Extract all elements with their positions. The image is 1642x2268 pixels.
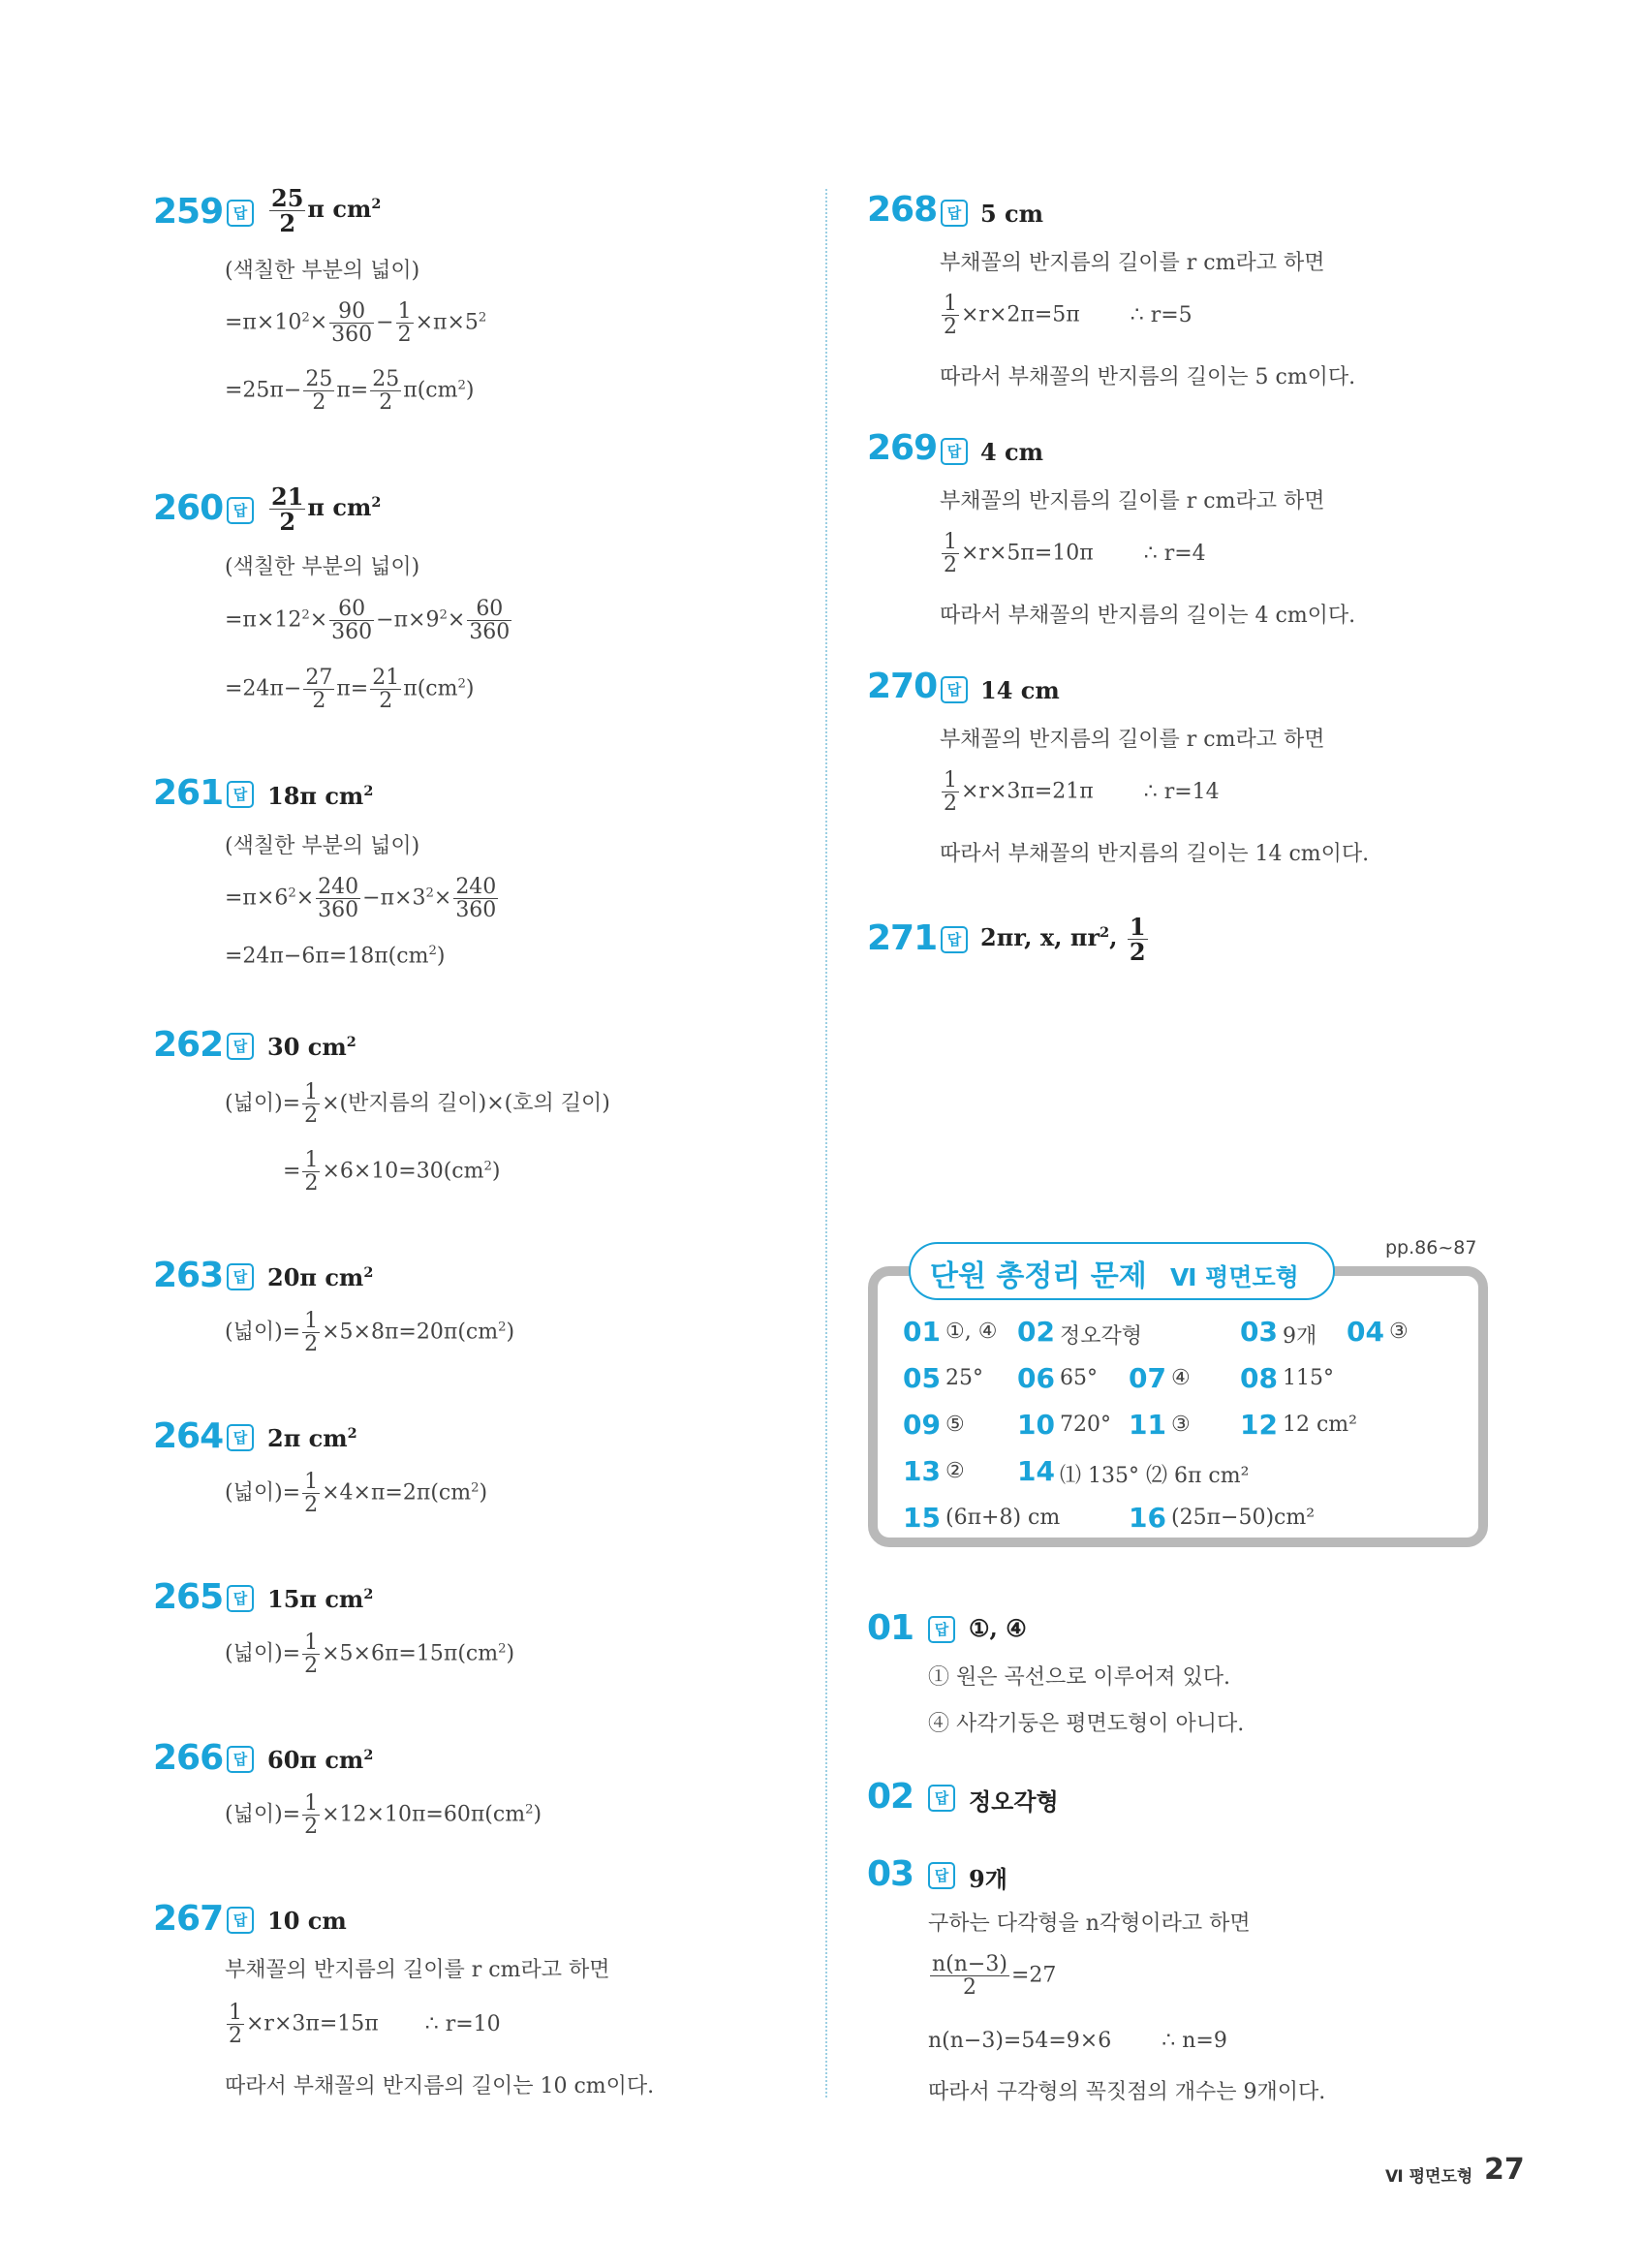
problem-number: 265	[153, 1577, 224, 1617]
page-number: 27	[1484, 2153, 1525, 2187]
answer: 15π $cm^2$	[267, 1585, 374, 1613]
summary-item-number: 14	[1017, 1455, 1055, 1487]
summary-item-number: 05	[903, 1362, 941, 1394]
summary-item-number: 10	[1017, 1409, 1055, 1441]
summary-item-answer: 65°	[1060, 1366, 1098, 1390]
summary-item-answer: (25π−50)cm²	[1171, 1506, 1316, 1530]
summary-item-answer: (6π+8) cm	[945, 1506, 1061, 1530]
summary-subtitle: Ⅵ 평면도형	[1170, 1263, 1299, 1291]
summary-item-answer: ⑤	[945, 1413, 965, 1437]
solution-line: 따라서 부채꼴의 반지름의 길이는 14 cm이다.	[940, 842, 1370, 866]
solution-line: $\frac{1}{2}$ ×r×5π=10π ∴ r=4	[944, 530, 1206, 578]
solution-line: 부채꼴의 반지름의 길이를 r cm라고 하면	[940, 728, 1325, 752]
solution-line: =25π− $\frac{25}{2}$ π= $\frac{25}{2}$ $\pi(cm^2)$	[225, 367, 475, 416]
problem-number: 271	[867, 918, 938, 958]
solution-line: (넓이)= $\frac{1}{2}$ ×(반지름의 길이)×(호의 길이)	[225, 1080, 610, 1129]
summary-item-answer: ②	[945, 1459, 965, 1483]
summary-item-number: 15	[903, 1502, 941, 1534]
footer-section: Ⅵ 평면도형	[1385, 2167, 1473, 2187]
solution-line: ① 원은 곡선으로 이루어져 있다.	[928, 1665, 1230, 1690]
answer-badge: 답	[227, 1424, 254, 1451]
problem-number: 267	[153, 1899, 224, 1939]
solution-line: $\frac{1}{2}$ ×r×3π=21π ∴ r=14	[944, 768, 1220, 817]
summary-item-answer: ③	[1171, 1413, 1191, 1437]
answer-badge: 답	[227, 781, 254, 808]
solution-line: (색칠한 부분의 넓이)	[225, 834, 420, 858]
solution-line: (색칠한 부분의 넓이)	[225, 555, 420, 579]
problem-number: 270	[867, 667, 938, 706]
answer: 30 $cm^2$	[267, 1033, 356, 1061]
solution-line: 따라서 구각형의 꼭짓점의 개수는 9개이다.	[928, 2080, 1326, 2104]
solution-line: 구하는 다각형을 n각형이라고 하면	[928, 1911, 1251, 1936]
solution-line: = $\frac{1}{2}$ $\times 6\times 10=30(cm^2)$	[283, 1148, 501, 1196]
problem-number: 263	[153, 1256, 224, 1295]
summary-item-number: 11	[1129, 1409, 1166, 1441]
summary-item-answer: 정오각형	[1060, 1324, 1143, 1349]
problem-number: 266	[153, 1738, 224, 1778]
summary-item-number: 01	[903, 1316, 941, 1348]
solution-line: 부채꼴의 반지름의 길이를 r cm라고 하면	[940, 489, 1325, 513]
solution-line: (넓이)= $\frac{1}{2}$ $\times 5\times 8\pi=20\pi(cm^2)$	[225, 1309, 515, 1357]
summary-item-number: 03	[1240, 1316, 1278, 1348]
answer-badge: 답	[941, 926, 968, 953]
solution-line: $\frac{1}{2}$ ×r×2π=5π ∴ r=5	[944, 292, 1193, 340]
answer: 2πr, x, $\pi r^2$, $\frac{1}{2}$	[980, 913, 1146, 967]
summary-item-answer: 12 cm²	[1283, 1413, 1357, 1437]
solution-line: 따라서 부채꼴의 반지름의 길이는 4 cm이다.	[940, 604, 1356, 628]
answer-badge: 답	[227, 1746, 254, 1773]
summary-item-number: 12	[1240, 1409, 1278, 1441]
answer-badge: 답	[928, 1616, 955, 1643]
answer: 9개	[969, 1865, 1007, 1893]
summary-title: 단원 총정리 문제	[930, 1259, 1147, 1293]
column-divider	[825, 189, 827, 2097]
summary-item-answer: ⑴ 135° ⑵ 6π cm²	[1060, 1464, 1250, 1488]
answer: 60π $cm^2$	[267, 1746, 374, 1774]
summary-item-answer: ④	[1171, 1366, 1191, 1390]
answer-badge: 답	[227, 200, 254, 227]
summary-item-number: 06	[1017, 1362, 1055, 1394]
answer: 18π $cm^2$	[267, 782, 374, 810]
summary-item-number: 02	[1017, 1316, 1055, 1348]
answer-badge: 답	[941, 676, 968, 703]
answer-badge: 답	[227, 1033, 254, 1060]
answer: 10 cm	[267, 1907, 347, 1935]
answer: 5 cm	[980, 200, 1044, 228]
problem-number: 01	[867, 1608, 914, 1648]
solution-line: n(n−3)=54=9×6 ∴ n=9	[928, 2029, 1227, 2053]
answer: ①, ④	[969, 1614, 1027, 1642]
solution-line: (넓이)= $\frac{1}{2}$ $\times 4\times\pi=2\pi(cm^2)$	[225, 1470, 488, 1518]
problem-number: 261	[153, 773, 224, 813]
summary-item-answer: 720°	[1060, 1413, 1111, 1437]
answer: $\frac{21}{2}$ π $cm^2$	[271, 482, 382, 537]
summary-item-number: 16	[1129, 1502, 1166, 1534]
summary-item-answer: 25°	[945, 1366, 983, 1390]
problem-number: 259	[153, 192, 224, 232]
answer-badge: 답	[227, 497, 254, 524]
solution-line: $\frac{1}{2}$ ×r×3π=15π ∴ r=10	[229, 2001, 501, 2049]
problem-number: 269	[867, 428, 938, 468]
answer-badge: 답	[928, 1862, 955, 1889]
answer-badge: 답	[941, 200, 968, 227]
solution-line: 따라서 부채꼴의 반지름의 길이는 10 cm이다.	[225, 2074, 655, 2098]
answer: 4 cm	[980, 438, 1044, 466]
solution-line: $=\pi\times 6^2\times$ $\frac{240}{360}$ $-\pi\times 3^2\times$ $\frac{240}{360}$	[225, 875, 497, 923]
answer: 20π $cm^2$	[267, 1263, 374, 1291]
solution-line: (색칠한 부분의 넓이)	[225, 259, 420, 283]
answer: 정오각형	[969, 1787, 1059, 1816]
answer-badge: 답	[941, 438, 968, 465]
solution-line: 부채꼴의 반지름의 길이를 r cm라고 하면	[225, 1958, 610, 1982]
solution-line: $=\pi\times 10^2\times$ $\frac{90}{360}$ − $\frac{1}{2}$ $\times\pi\times 5^2$	[225, 299, 487, 348]
summary-item-answer: ③	[1389, 1320, 1409, 1344]
problem-number: 268	[867, 190, 938, 230]
summary-item-answer: ①, ④	[945, 1320, 998, 1344]
page-range: pp.86~87	[1385, 1237, 1477, 1258]
problem-number: 260	[153, 488, 224, 528]
summary-item-answer: 9개	[1283, 1324, 1317, 1349]
solution-line: $\frac{n(n-3)}{2}$ =27	[932, 1952, 1057, 2001]
summary-item-number: 07	[1129, 1362, 1166, 1394]
problem-number: 02	[867, 1777, 914, 1817]
summary-item-number: 08	[1240, 1362, 1278, 1394]
answer-badge: 답	[928, 1785, 955, 1812]
solution-line: 따라서 부채꼴의 반지름의 길이는 5 cm이다.	[940, 365, 1356, 389]
answer-badge: 답	[227, 1907, 254, 1934]
answer-badge: 답	[227, 1585, 254, 1612]
problem-number: 264	[153, 1416, 224, 1456]
summary-item-answer: 115°	[1283, 1366, 1334, 1390]
solution-line: (넓이)= $\frac{1}{2}$ $\times 12\times 10\pi=60\pi(cm^2)$	[225, 1791, 542, 1840]
solution-line: ④ 사각기둥은 평면도형이 아니다.	[928, 1712, 1245, 1736]
answer: $\frac{25}{2}$ π $cm^2$	[271, 184, 382, 238]
answer: 2π $cm^2$	[267, 1424, 357, 1452]
summary-item-number: 09	[903, 1409, 941, 1441]
solution-line: $=\pi\times 12^2\times$ $\frac{60}{360}$ $-\pi\times 9^2\times$ $\frac{60}{360}$	[225, 597, 511, 645]
problem-number: 262	[153, 1025, 224, 1065]
answer-badge: 답	[227, 1263, 254, 1290]
solution-line: 부채꼴의 반지름의 길이를 r cm라고 하면	[940, 251, 1325, 275]
summary-item-number: 04	[1347, 1316, 1384, 1348]
solution-line: =24π− $\frac{27}{2}$ π= $\frac{21}{2}$ $\pi(cm^2)$	[225, 666, 475, 714]
problem-number: 03	[867, 1854, 914, 1894]
solution-line: $=24\pi-6\pi=18\pi(cm^2)$	[225, 944, 446, 969]
solution-line: (넓이)= $\frac{1}{2}$ $\times 5\times 6\pi=15\pi(cm^2)$	[225, 1631, 515, 1679]
summary-item-number: 13	[903, 1455, 941, 1487]
answer: 14 cm	[980, 676, 1060, 704]
